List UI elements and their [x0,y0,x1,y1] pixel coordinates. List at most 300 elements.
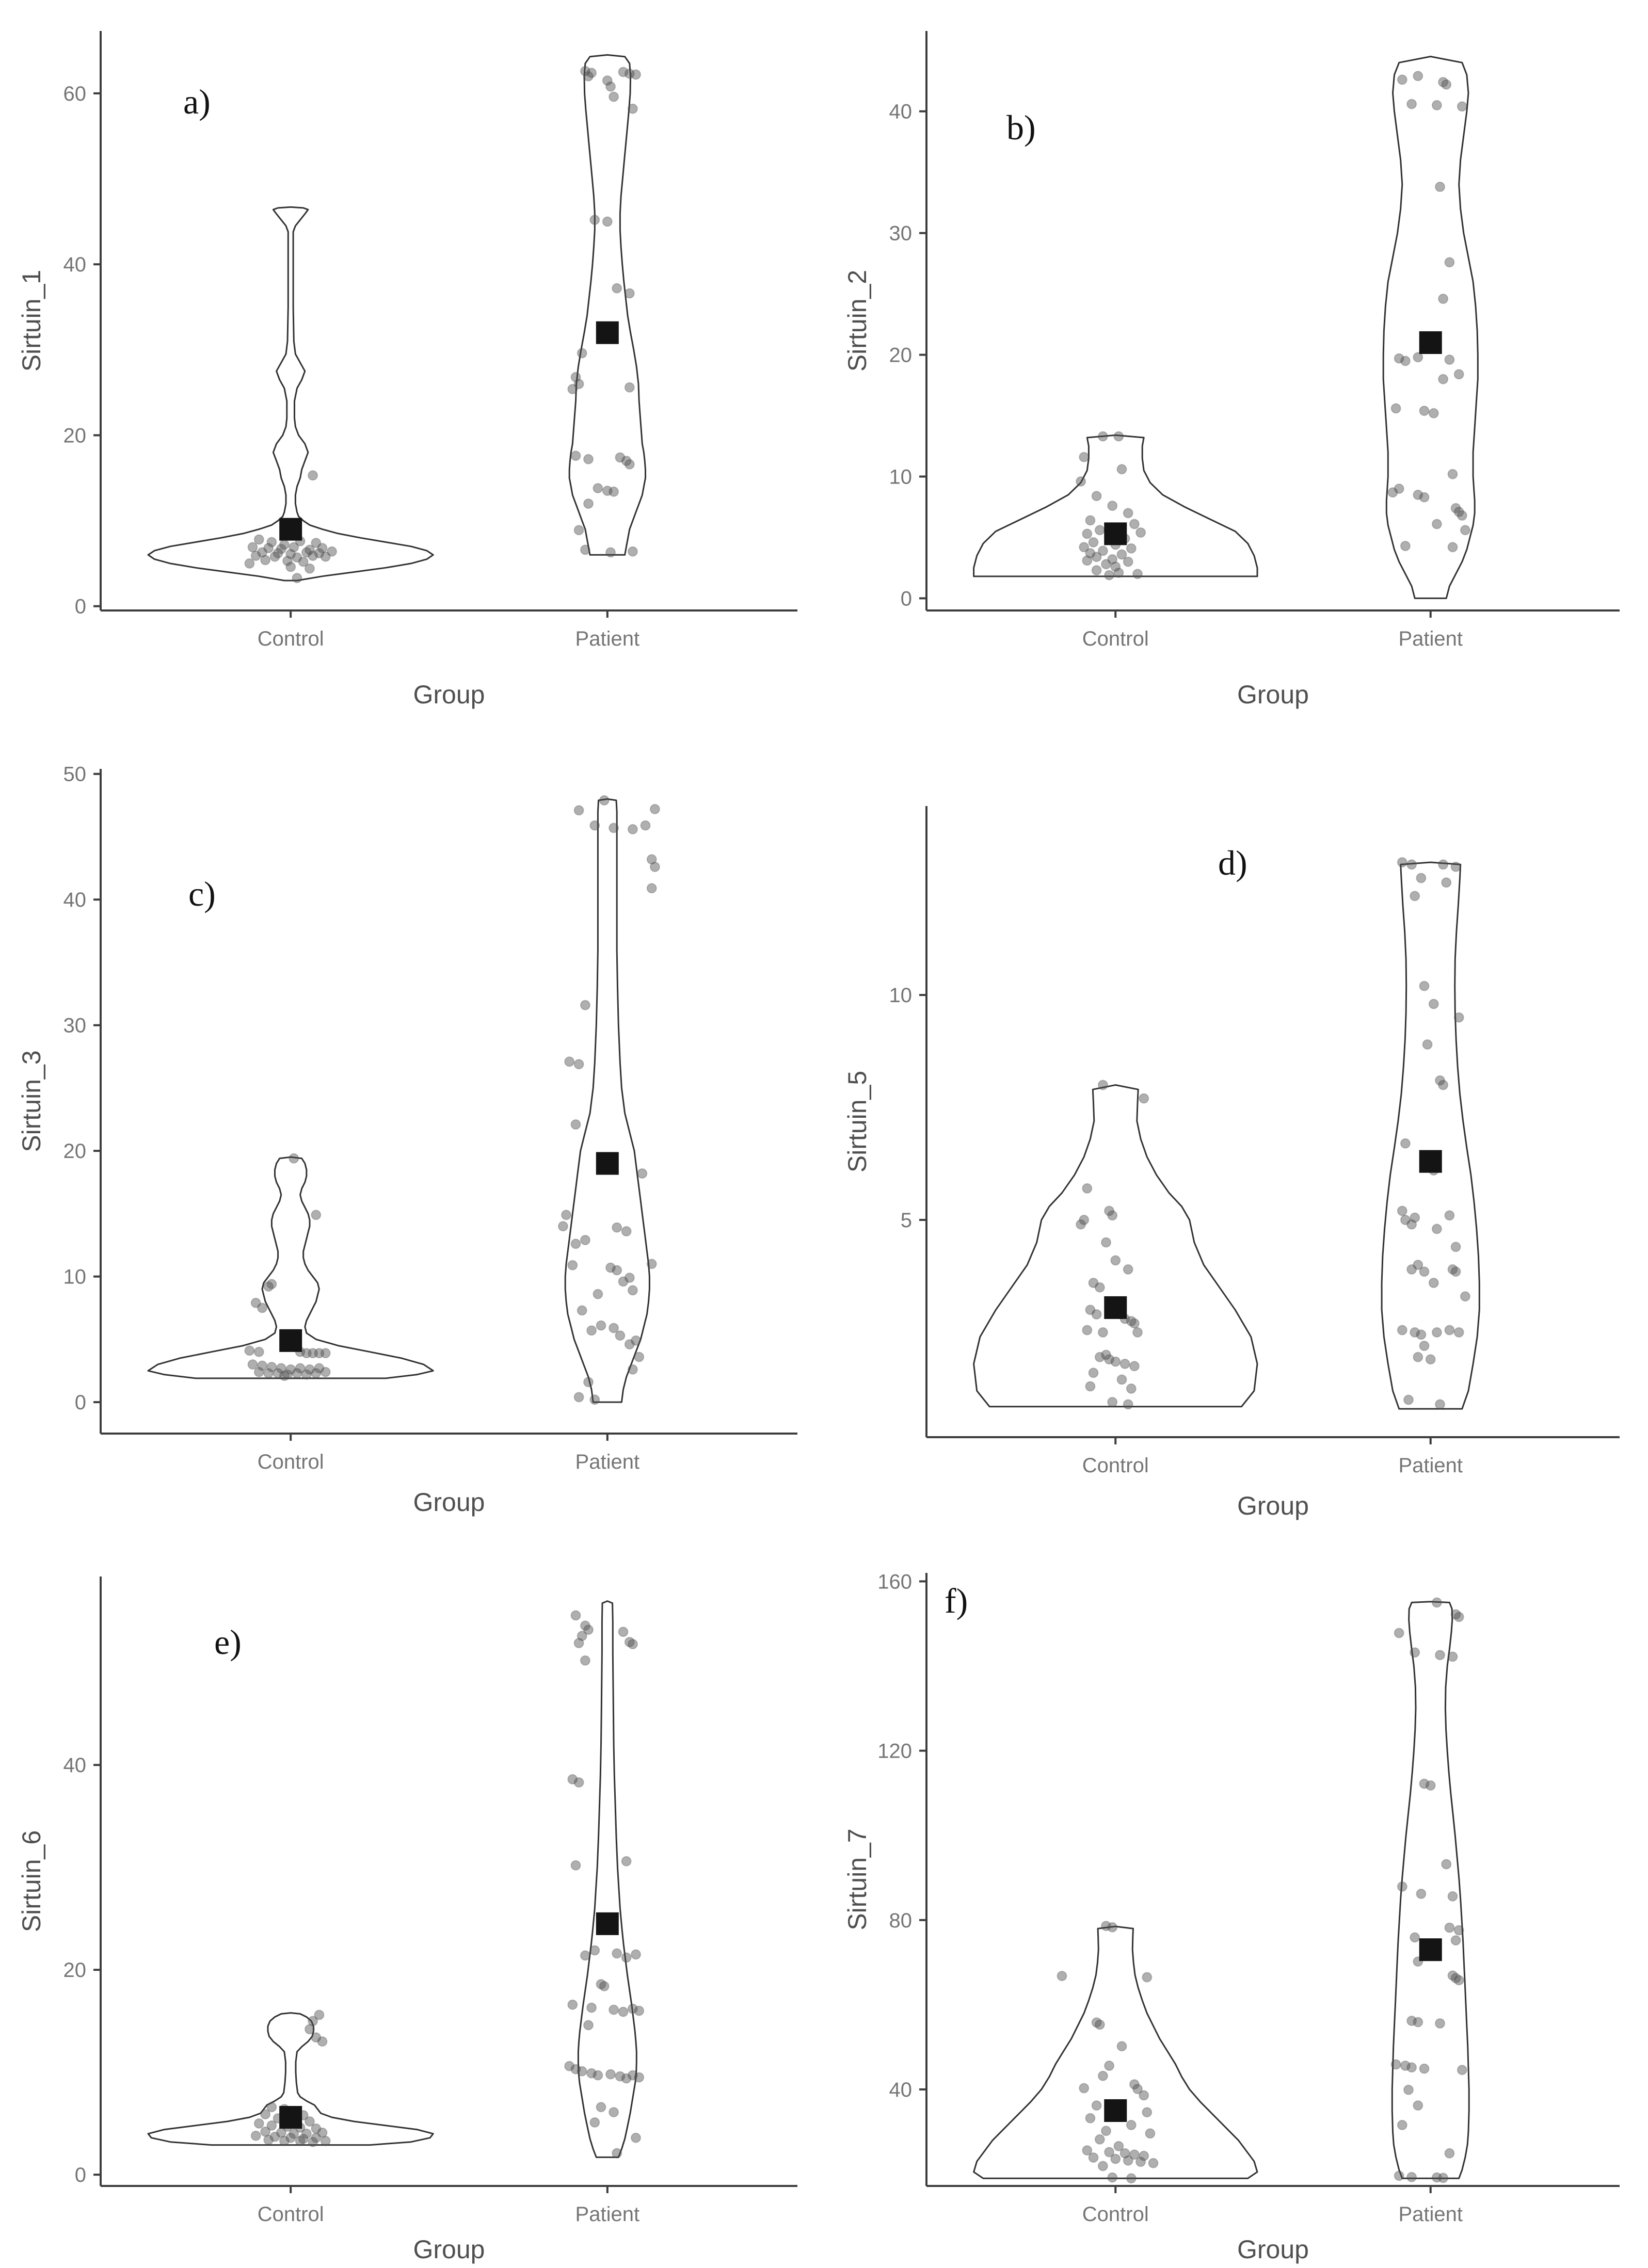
jitter-point-patient [609,2005,618,2015]
jitter-point-patient [1448,1892,1458,1901]
y-axis-title: Sirtuin_6 [17,1830,46,1933]
jitter-point-patient [1429,1278,1438,1288]
x-axis-title: Group [413,2235,485,2264]
jitter-point-control [1076,1220,1085,1229]
violin-outline-patient [1382,862,1479,1409]
jitter-point-patient [584,1377,593,1387]
y-tick-label: 30 [63,1014,86,1037]
jitter-point-patient [1448,470,1458,479]
jitter-point-patient [558,1221,568,1231]
jitter-point-patient [1391,2060,1401,2069]
jitter-point-control [261,555,270,565]
jitter-point-control [1095,1353,1105,1362]
x-axis-title: Group [413,1488,485,1517]
jitter-point-control [1133,569,1142,578]
jitter-point-patient [625,1340,634,1349]
jitter-point-patient [1445,2149,1454,2158]
jitter-point-patient [593,2071,602,2080]
jitter-point-control [1121,1359,1130,1369]
jitter-point-patient [568,384,577,394]
jitter-point-patient [600,796,609,805]
y-tick-label: 30 [889,222,912,245]
jitter-point-patient [612,1266,621,1275]
jitter-point-patient [578,348,587,358]
jitter-point-control [1114,432,1123,441]
y-tick-label: 40 [63,889,86,912]
jitter-point-control [1111,1357,1120,1366]
jitter-point-patient [647,1259,657,1268]
jitter-point-patient [1420,493,1429,502]
jitter-point-control [1098,432,1108,441]
jitter-point-control [254,535,264,544]
jitter-point-control [1095,2020,1105,2029]
violin-chart-sirtuin-3 [0,748,826,1522]
jitter-point-patient [1388,488,1398,497]
jitter-point-patient [647,883,657,893]
jitter-point-patient [1438,2173,1448,2182]
jitter-point-patient [1438,294,1448,303]
jitter-point-patient [1398,75,1407,84]
jitter-point-control [321,2136,330,2146]
jitter-point-control [1124,557,1133,567]
x-tick-label-patient: Patient [575,2203,640,2226]
x-tick-label-control: Control [257,2203,324,2226]
jitter-point-control [311,1369,321,1378]
jitter-point-patient [1420,1341,1429,1350]
jitter-point-patient [1395,2171,1404,2180]
panel-letter-a: a) [183,82,211,121]
jitter-point-patient [637,1169,647,1178]
y-tick-label: 40 [63,253,86,277]
jitter-point-patient [1458,102,1467,111]
panel-a [0,0,826,748]
jitter-point-patient [628,1365,637,1374]
mean-marker-patient [1419,331,1442,354]
jitter-point-control [280,1371,289,1380]
panel-letter-c: c) [188,874,216,913]
jitter-point-patient [1448,1652,1458,1661]
y-tick-label: 20 [63,424,86,447]
jitter-point-control [1133,1328,1142,1337]
jitter-point-patient [612,2149,621,2158]
jitter-point-control [1130,1319,1139,1328]
panel-b [826,0,1648,748]
jitter-point-control [308,471,317,480]
jitter-point-control [264,1282,273,1291]
jitter-point-control [293,573,302,583]
jitter-point-patient [1435,1400,1445,1409]
jitter-point-control [286,562,295,572]
violin-chart-sirtuin-1 [0,0,826,748]
jitter-point-patient [603,217,612,226]
jitter-point-patient [1398,1207,1407,1216]
jitter-point-patient [1395,1629,1404,1638]
jitter-point-control [1092,2101,1101,2110]
jitter-point-patient [1451,1936,1461,1945]
jitter-point-patient [1420,406,1429,415]
jitter-point-control [1127,2120,1136,2130]
jitter-point-control [245,1346,254,1355]
jitter-point-patient [1445,1211,1454,1220]
jitter-point-patient [1401,541,1410,551]
jitter-point-patient [571,1120,581,1129]
jitter-point-patient [574,1392,584,1402]
y-tick-label: 40 [889,100,912,123]
jitter-point-patient [1454,1013,1464,1022]
jitter-point-patient [590,821,599,830]
jitter-point-control [1089,538,1098,547]
x-axis-title: Group [1237,1491,1309,1520]
jitter-point-control [1136,2157,1145,2166]
jitter-point-patient [1458,2065,1467,2074]
jitter-point-patient [1438,860,1448,869]
jitter-point-control [1098,1328,1108,1337]
jitter-point-patient [1435,1650,1445,1660]
jitter-point-control [1124,2156,1133,2165]
jitter-point-control [280,2136,289,2146]
jitter-point-patient [574,1778,584,1787]
jitter-point-control [1082,529,1092,538]
jitter-point-patient [1435,2019,1445,2028]
jitter-point-patient [581,1235,590,1245]
jitter-point-patient [634,2073,644,2082]
y-tick-label: 120 [877,1740,912,1763]
jitter-point-patient [1407,2063,1416,2072]
jitter-point-patient [590,2118,599,2127]
jitter-point-control [264,1369,273,1378]
jitter-point-control [1085,516,1095,525]
mean-marker-control [1104,2099,1127,2122]
jitter-point-patient [631,2133,641,2143]
jitter-point-patient [625,460,634,469]
jitter-point-patient [574,525,584,535]
y-tick-label: 10 [63,1265,86,1289]
jitter-point-control [258,1304,267,1313]
violin-chart-sirtuin-5 [826,748,1648,1522]
panel-letter-e: e) [214,1622,242,1662]
jitter-point-patient [1423,1040,1432,1049]
jitter-point-patient [1454,369,1464,379]
x-tick-label-control: Control [1082,628,1149,650]
jitter-point-patient [590,1395,599,1404]
jitter-point-patient [612,1223,621,1232]
jitter-point-patient [1413,1353,1422,1362]
jitter-point-patient [568,1261,577,1270]
jitter-point-patient [581,1001,590,1010]
mean-marker-patient [596,1152,619,1175]
jitter-point-patient [1398,1326,1407,1335]
y-tick-label: 50 [63,763,86,786]
jitter-point-control [308,2137,317,2147]
jitter-point-patient [571,451,581,460]
jitter-point-patient [1391,404,1401,413]
jitter-point-control [1108,1397,1117,1407]
jitter-point-control [1136,528,1145,537]
jitter-point-patient [1413,352,1422,362]
jitter-point-control [296,2136,305,2146]
jitter-point-control [1117,2041,1127,2051]
jitter-point-patient [609,823,618,832]
y-tick-label: 160 [877,1570,912,1594]
jitter-point-patient [597,2102,606,2112]
panel-letter-d: d) [1218,843,1247,882]
jitter-point-patient [571,1611,581,1620]
jitter-point-patient [609,92,618,102]
violin-chart-sirtuin-2 [826,0,1648,748]
mean-marker-control [279,1329,302,1352]
jitter-point-patient [1454,1328,1464,1337]
jitter-point-patient [574,1638,584,1648]
jitter-point-patient [581,545,590,554]
jitter-point-control [1098,2161,1108,2170]
jitter-point-patient [1445,1326,1454,1335]
jitter-point-patient [590,1946,599,1955]
jitter-point-control [1092,552,1101,561]
jitter-point-patient [619,2007,628,2017]
jitter-point-patient [1429,409,1438,418]
jitter-point-control [1111,1256,1120,1265]
jitter-point-patient [622,1857,631,1866]
jitter-point-patient [1435,182,1445,191]
jitter-point-control [1089,1368,1098,1377]
jitter-point-control [311,1210,321,1219]
jitter-point-control [321,1348,330,1358]
jitter-point-patient [1451,1242,1461,1251]
x-axis-title: Group [413,680,485,709]
y-tick-label: 0 [74,595,86,618]
jitter-point-control [1139,1094,1148,1103]
y-tick-label: 0 [900,587,912,610]
jitter-point-patient [1420,1267,1429,1276]
jitter-point-control [1101,559,1111,569]
jitter-point-control [245,559,254,568]
jitter-point-patient [584,455,593,464]
jitter-point-control [1127,1384,1136,1393]
y-axis-title: Sirtuin_2 [843,269,872,372]
x-tick-label-patient: Patient [1398,2203,1463,2226]
jitter-point-patient [574,806,584,815]
mean-marker-control [279,2106,302,2129]
jitter-point-patient [565,1057,574,1066]
jitter-point-patient [628,825,637,834]
jitter-point-patient [574,1059,584,1069]
y-axis-title: Sirtuin_7 [843,1828,872,1931]
jitter-point-patient [650,805,660,814]
jitter-point-control [1092,491,1101,501]
y-tick-label: 20 [63,1140,86,1163]
violin-outline-control [974,1926,1257,2178]
mean-marker-patient [596,321,619,344]
jitter-point-patient [1407,2173,1416,2182]
jitter-point-patient [1429,1000,1438,1009]
jitter-point-patient [1398,858,1407,867]
y-tick-label: 10 [889,984,912,1007]
jitter-point-patient [587,1326,596,1335]
jitter-point-control [264,2135,273,2145]
jitter-point-control [1098,2071,1108,2081]
jitter-point-patient [584,499,593,508]
y-axis-title: Sirtuin_1 [17,269,46,372]
jitter-point-patient [1420,982,1429,991]
x-tick-label-control: Control [1082,2203,1149,2226]
jitter-point-patient [1451,1267,1461,1276]
jitter-point-patient [581,1656,590,1665]
jitter-point-patient [1458,511,1467,520]
jitter-point-patient [1432,1224,1442,1233]
jitter-point-patient [1432,101,1442,110]
jitter-point-patient [612,284,621,293]
jitter-point-patient [622,1953,631,1962]
jitter-point-control [1149,2159,1158,2168]
jitter-point-patient [1420,2064,1429,2073]
jitter-point-patient [628,1285,637,1295]
jitter-point-patient [584,72,593,81]
jitter-point-control [1130,1361,1139,1371]
jitter-point-control [251,551,261,560]
jitter-point-patient [1426,1781,1435,1790]
x-tick-label-control: Control [1082,1454,1149,1477]
jitter-point-patient [593,1290,602,1299]
x-tick-label-patient: Patient [1398,1454,1463,1477]
jitter-point-control [1127,544,1136,553]
jitter-point-patient [606,548,615,557]
jitter-point-patient [597,1321,606,1330]
jitter-point-patient [578,1306,587,1315]
jitter-point-patient [1432,1328,1442,1337]
jitter-point-control [254,2119,264,2128]
jitter-point-patient [628,104,637,114]
y-tick-label: 0 [74,2164,86,2187]
jitter-point-patient [1416,874,1426,883]
jitter-point-control [1095,525,1105,535]
jitter-point-patient [634,1353,644,1362]
jitter-point-patient [619,1277,628,1286]
y-axis-title: Sirtuin_3 [17,1050,46,1152]
mean-marker-control [1104,522,1127,545]
jitter-point-patient [1426,1355,1435,1364]
violin-chart-sirtuin-6 [0,1522,826,2268]
y-tick-label: 10 [889,465,912,489]
y-tick-label: 5 [900,1209,912,1232]
jitter-point-patient [609,487,618,496]
jitter-point-patient [1442,878,1451,887]
x-tick-label-patient: Patient [575,628,640,650]
jitter-point-patient [1461,1292,1470,1301]
panel-f [826,1522,1648,2268]
jitter-point-patient [1401,356,1410,365]
jitter-point-patient [593,484,602,493]
jitter-point-patient [1413,2101,1422,2110]
jitter-point-patient [606,82,615,91]
jitter-point-control [1092,566,1101,575]
jitter-point-patient [1438,375,1448,384]
mean-marker-patient [1419,1938,1442,1961]
jitter-point-control [251,2131,261,2141]
jitter-point-patient [1407,860,1416,869]
jitter-point-patient [615,1331,625,1340]
jitter-point-control [1079,2084,1089,2093]
jitter-point-control [1139,2090,1148,2100]
jitter-point-control [1095,2135,1105,2144]
y-tick-label: 0 [74,1391,86,1414]
jitter-point-control [1108,1923,1117,1932]
jitter-point-control [308,551,317,560]
y-tick-label: 80 [889,1909,912,1932]
jitter-point-control [1108,501,1117,510]
jitter-point-control [1082,1326,1092,1335]
jitter-point-control [1142,2108,1151,2117]
jitter-point-control [261,2110,270,2119]
jitter-point-control [270,552,280,561]
jitter-point-patient [606,2070,615,2079]
jitter-point-patient [1445,1923,1454,1933]
x-tick-label-patient: Patient [1398,628,1463,650]
x-axis-title: Group [1237,2235,1309,2264]
jitter-point-patient [1407,100,1416,109]
jitter-point-patient [571,1861,581,1870]
jitter-point-patient [1461,525,1470,535]
jitter-point-patient [1454,1612,1464,1621]
jitter-point-patient [1432,1598,1442,1607]
jitter-point-patient [1407,1220,1416,1229]
jitter-point-patient [1410,1648,1419,1657]
jitter-point-patient [634,2006,644,2016]
jitter-point-patient [622,1227,631,1236]
jitter-point-patient [1398,2120,1407,2130]
jitter-point-patient [581,1951,590,1960]
jitter-point-patient [562,1210,571,1219]
jitter-point-control [1076,477,1085,486]
jitter-point-patient [1448,542,1458,552]
jitter-point-control [321,1368,330,1377]
jitter-point-patient [1454,1926,1464,1935]
y-tick-label: 40 [889,2078,912,2101]
jitter-point-control [1117,1375,1127,1384]
jitter-point-control [1085,2114,1095,2123]
y-tick-label: 60 [63,82,86,105]
jitter-point-control [289,1154,298,1163]
x-tick-label-control: Control [257,1451,324,1473]
jitter-point-patient [612,1949,621,1958]
panel-letter-f: f) [945,1581,968,1620]
jitter-point-control [1095,1283,1105,1292]
jitter-point-patient [1410,891,1419,900]
jitter-point-patient [628,547,637,556]
jitter-point-control [1142,1973,1151,1982]
jitter-point-control [305,564,314,573]
jitter-point-control [1092,1310,1101,1319]
jitter-point-patient [1410,1933,1419,1942]
violin-chart-sirtuin-7 [826,1522,1648,2268]
jitter-point-patient [628,1639,637,1649]
jitter-point-patient [1445,258,1454,267]
jitter-point-patient [1454,1975,1464,1985]
jitter-point-patient [1404,1395,1413,1405]
jitter-point-patient [1442,80,1451,89]
jitter-point-control [318,2037,327,2046]
mean-marker-control [279,518,302,541]
jitter-point-patient [641,821,650,830]
jitter-point-patient [625,383,634,392]
jitter-point-control [1117,464,1127,474]
jitter-point-patient [619,1627,628,1636]
x-axis-title: Group [1237,680,1309,709]
violin-outline-patient [569,55,645,555]
jitter-point-control [1124,1265,1133,1274]
jitter-point-control [1108,1211,1117,1220]
jitter-point-patient [1416,1330,1426,1339]
jitter-point-control [1114,568,1123,577]
